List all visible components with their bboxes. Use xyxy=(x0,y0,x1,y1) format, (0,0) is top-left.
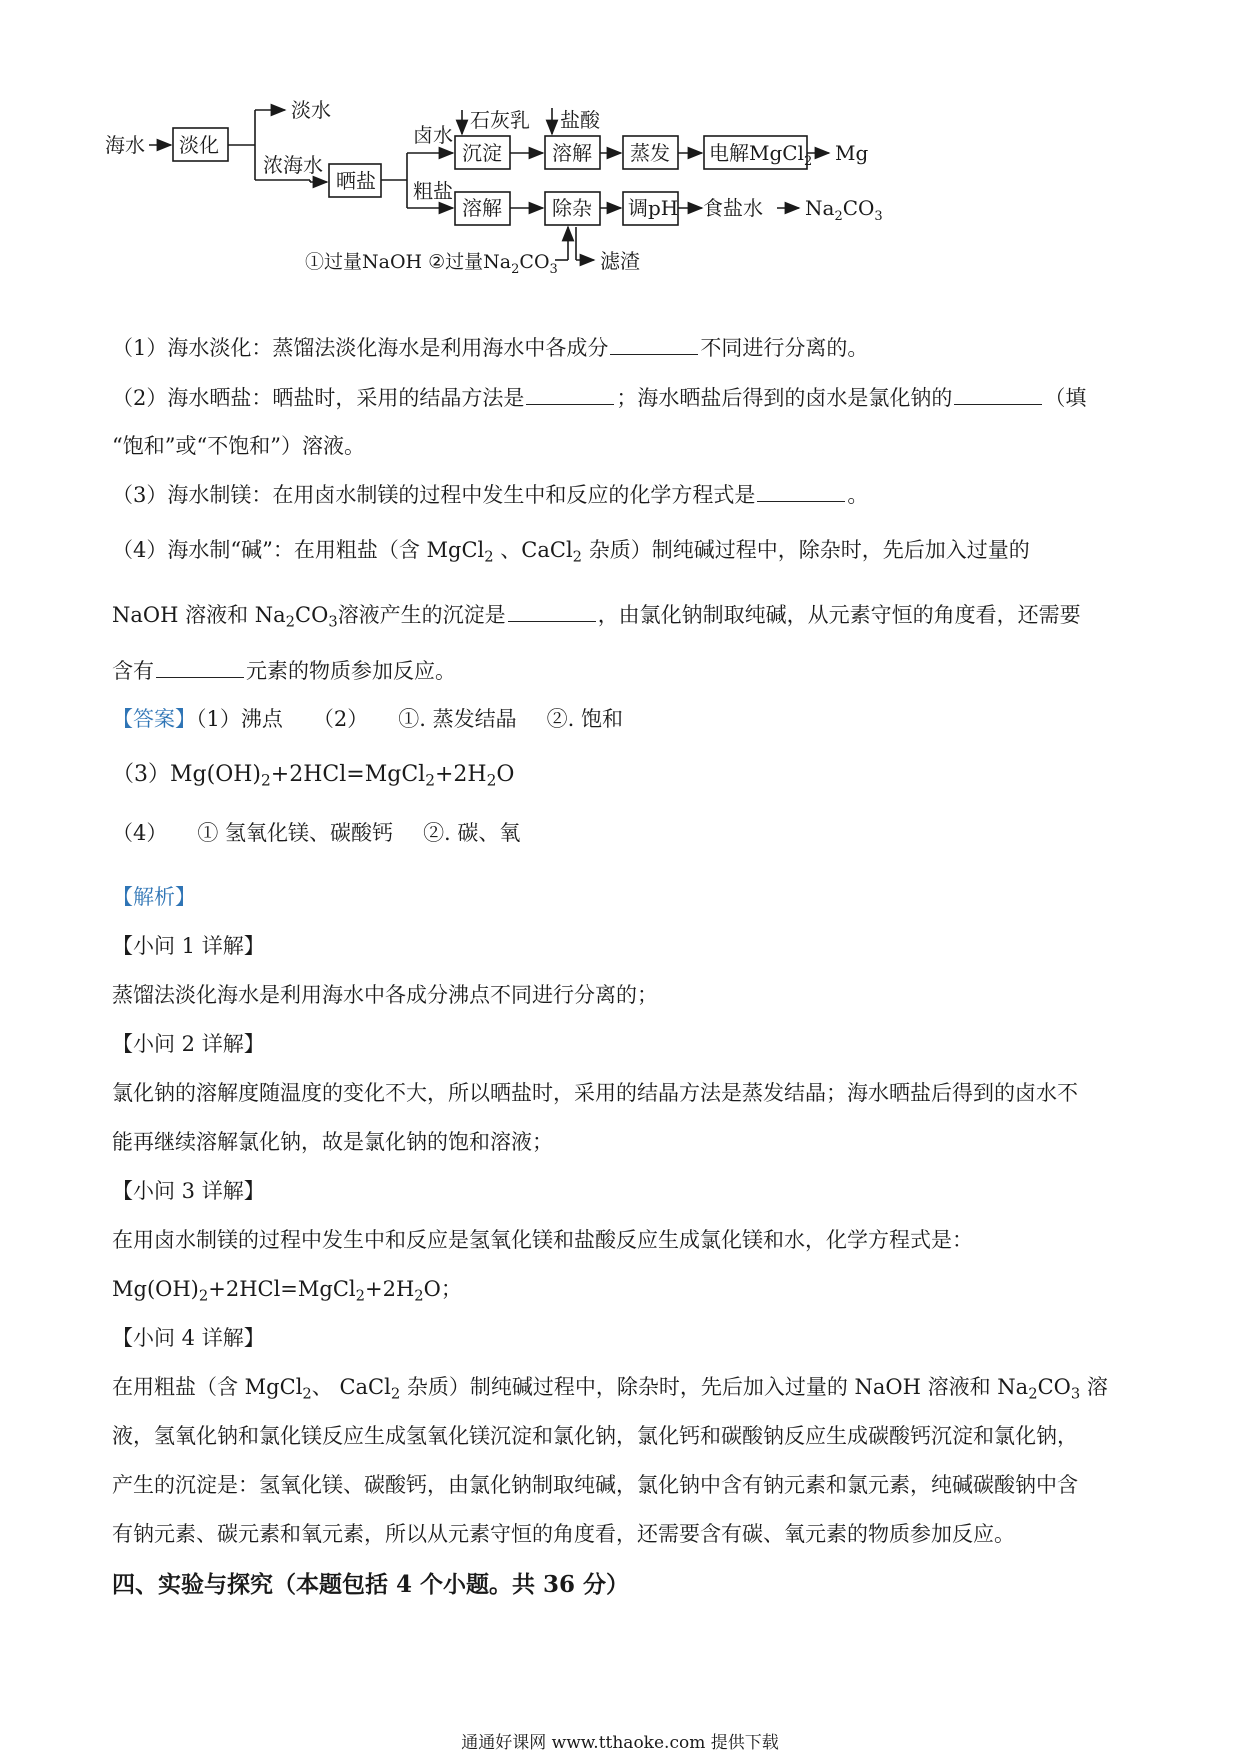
subquestion-4-text-cont3: 有钠元素、碳元素和氧元素，所以从元素守恒的角度看，还需要含有碳、氧元素的物质参加反应。 xyxy=(112,1522,1015,1546)
salt-water-label: 食盐水 xyxy=(703,196,763,220)
subquestion-2-heading: 【小问 2 详解】 xyxy=(112,1032,265,1056)
answer-blank xyxy=(156,659,244,678)
question-3: （3）海水制镁：在用卤水制镁的过程中发生中和反应的化学方程式是 。 xyxy=(112,483,869,507)
dissolve-label: 溶解 xyxy=(552,141,592,165)
answer-1-2: 【答案】（1）沸点 （2） ①. 蒸发结晶 ②. 饱和 xyxy=(112,707,623,731)
subquestion-3-heading: 【小问 3 详解】 xyxy=(112,1179,265,1203)
adjust-ph-label: 调pH xyxy=(628,196,679,220)
remove-impurity-label: 除杂 xyxy=(552,196,592,220)
subquestion-4-text-cont1: 液，氢氧化钠和氯化镁反应生成氢氧化镁沉淀和氯化钠，氯化钙和碳酸钠反应生成碳酸钙沉淀和氯化钠， xyxy=(112,1424,1078,1448)
crude-salt-label: 粗盐 xyxy=(413,179,453,203)
answer-3: $(3)Mg(OH)_2+2HCl=MgCl_2+2H_2O$ xyxy=(112,762,515,790)
answer-blank xyxy=(610,336,698,355)
question-4: （4）海水制“碱”：在用粗盐（含 MgCl$_2$ 、CaCl$_2$ 杂质）制纯碱过程中，除杂时，先后加入过量的 xyxy=(112,538,1030,566)
subquestion-2-text: 氯化钠的溶解度随温度的变化不大，所以晒盐时，采用的结晶方法是蒸发结晶；海水晒盐后得到的卤水不 xyxy=(112,1081,1078,1105)
answer-blank xyxy=(757,483,845,502)
footer: 通通好课网 www.tthaoke.com 提供下载 xyxy=(461,1733,779,1753)
answer-tag: 【答案】 xyxy=(112,707,196,731)
subquestion-4-text: 在用粗盐（含 MgCl$_2$、 CaCl$_2$ 杂质）制纯碱过程中，除杂时，先后加入过量的 NaOH 溶液和 $Na_2CO_3$ 溶 xyxy=(112,1375,1108,1403)
analysis-tag: 【解析】 xyxy=(112,885,196,909)
evaporate-label: 蒸发 xyxy=(630,141,670,165)
soda-label: $Na_2CO_3$ xyxy=(805,196,883,224)
answer-4: （4） ① 氢氧化镁、碳酸钙 ②. 碳、氧 xyxy=(112,821,521,845)
fresh-water-label: 淡水 xyxy=(291,100,331,122)
hydrochloric-acid-label: 盐酸 xyxy=(560,108,600,132)
desalination-label: 淡化 xyxy=(179,133,219,157)
subquestion-4-text-cont2: 产生的沉淀是：氢氧化镁、碳酸钙，由氯化钠制取纯碱，氯化钠中含有钠元素和氯元素，纯碱碳酸钠中含 xyxy=(112,1473,1078,1497)
subquestion-3-equation: $Mg(OH)_2+2HCl=MgCl_2+2H_2O$； xyxy=(112,1277,462,1305)
electrolysis-label: 电解MgCl$_2$ xyxy=(709,141,813,169)
subquestion-1-heading: 【小问 1 详解】 xyxy=(112,934,265,958)
mg-label: Mg xyxy=(835,141,869,165)
question-4-cont: NaOH 溶液和 $Na_2CO_3$溶液产生的沉淀是 ，由氯化钠制取纯碱，从元素守恒的角度看，还需要 xyxy=(112,603,1081,631)
sun-salt-label: 晒盐 xyxy=(336,169,376,193)
subquestion-1-text: 蒸馏法淡化海水是利用海水中各成分沸点不同进行分离的； xyxy=(112,983,658,1007)
seawater-label: 海水 xyxy=(105,133,145,157)
question-1: （1）海水淡化：蒸馏法淡化海水是利用海水中各成分 不同进行分离的。 xyxy=(112,336,869,360)
answer-blank xyxy=(954,386,1042,405)
question-4-cont2: 含有 元素的物质参加反应。 xyxy=(112,659,456,683)
reagents-label: ①过量NaOH ②过量$Na_2CO_3$ xyxy=(305,251,558,277)
filter-residue-label: 滤渣 xyxy=(600,249,640,273)
brine-label: 卤水 xyxy=(413,123,453,147)
subquestion-3-text: 在用卤水制镁的过程中发生中和反应是氢氧化镁和盐酸反应生成氯化镁和水，化学方程式是： xyxy=(112,1228,973,1252)
answer-blank xyxy=(526,386,614,405)
question-2: （2）海水晒盐：晒盐时，采用的结晶方法是 ；海水晒盐后得到的卤水是氯化钠的 （填 xyxy=(112,386,1087,410)
process-flow-diagram xyxy=(105,100,985,315)
dissolve2-label: 溶解 xyxy=(462,196,502,220)
section-heading: 四、实验与探究（本题包括 4 个小题。共 36 分） xyxy=(112,1571,630,1598)
lime-milk-label: 石灰乳 xyxy=(470,108,530,132)
concentrated-seawater-label: 浓海水 xyxy=(263,153,323,177)
subquestion-4-heading: 【小问 4 详解】 xyxy=(112,1326,265,1350)
precipitate-label: 沉淀 xyxy=(462,141,502,165)
answer-blank xyxy=(508,603,596,622)
question-2-cont: “饱和”或“不饱和”）溶液。 xyxy=(112,434,365,458)
subquestion-2-text-cont: 能再继续溶解氯化钠，故是氯化钠的饱和溶液； xyxy=(112,1130,553,1154)
